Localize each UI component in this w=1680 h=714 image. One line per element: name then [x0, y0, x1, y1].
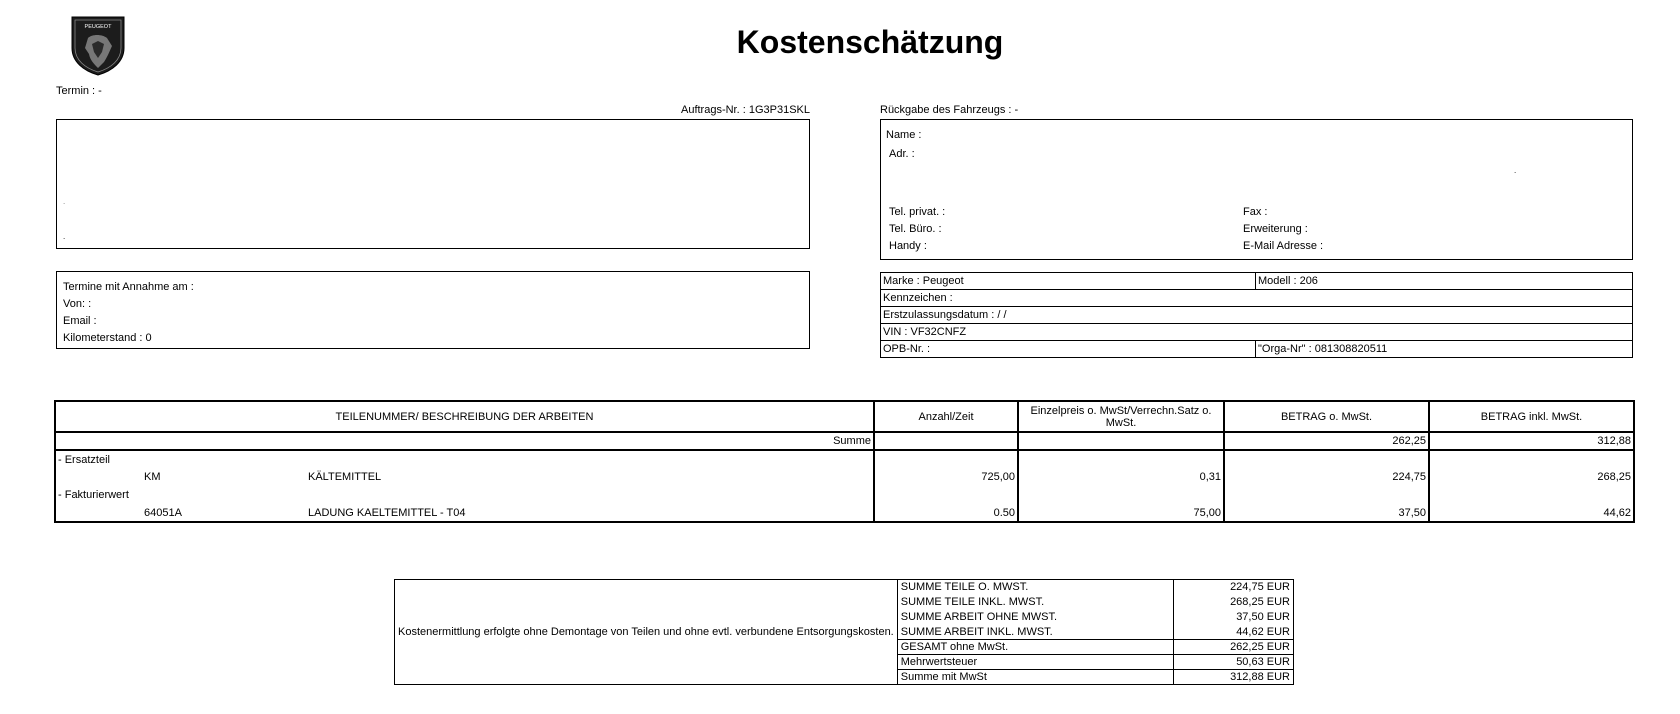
vehicle-brand: Marke : Peugeot: [881, 273, 1256, 290]
customer-mobile: Handy :: [889, 240, 927, 252]
table-row: [55, 468, 1634, 486]
group-label: - Ersatzteil: [58, 453, 110, 466]
group-row: [55, 450, 1634, 468]
vehicle-plate: Kennzeichen :: [881, 290, 1633, 307]
mileage: Kilometerstand : 0: [63, 332, 152, 344]
group-row: [55, 486, 1634, 504]
customer-address: Adr. :: [889, 148, 915, 160]
item-quantity: 0.50: [874, 504, 1018, 522]
totals-label: SUMME ARBEIT INKL. MWST.: [900, 625, 1053, 638]
totals-value: 312,88 EUR: [1174, 670, 1294, 685]
totals-value: 44,62 EUR: [1174, 625, 1294, 640]
item-unit-price: 0,31: [1018, 468, 1224, 486]
vehicle-opb: OPB-Nr. :: [881, 341, 1256, 358]
customer-tel-private: Tel. privat. :: [889, 206, 946, 218]
customer-fax: Fax :: [1243, 206, 1268, 218]
totals-label: SUMME TEILE INKL. MWST.: [900, 596, 1045, 608]
peugeot-logo: [68, 14, 128, 76]
vehicle-vin: VIN : VF32CNFZ: [881, 324, 1633, 341]
item-code: 64051A: [144, 506, 182, 519]
address-dot: .: [63, 197, 66, 206]
item-code: KM: [144, 471, 161, 483]
col-unit-price: Einzelpreis o. MwSt/Verrechn.Satz o. MwSt.: [1018, 401, 1224, 432]
item-quantity: 725,00: [874, 468, 1018, 486]
item-gross: 44,62: [1429, 504, 1634, 522]
customer-dot: .: [1514, 166, 1517, 175]
vehicle-table: [880, 272, 1633, 358]
appointment-from: Von: :: [63, 298, 92, 310]
vehicle-model: Modell : 206: [1256, 273, 1633, 290]
vehicle-first-registration: Erstzulassungsdatum : / /: [881, 307, 1633, 324]
vehicle-orga: "Orga-Nr" : 081308820511: [1256, 341, 1633, 358]
totals-value: 262,25 EUR: [1174, 640, 1294, 655]
address-box: [56, 119, 810, 249]
totals-value: 224,75 EUR: [1174, 580, 1294, 595]
customer-box: [880, 119, 1633, 260]
appointment-email: Email :: [63, 315, 97, 327]
item-unit-price: 75,00: [1018, 504, 1224, 522]
items-table: [54, 400, 1635, 523]
table-row: [55, 504, 1634, 522]
sum-label: Summe: [55, 432, 874, 450]
customer-name: Name :: [886, 129, 922, 141]
totals-label: GESAMT ohne MwSt.: [897, 640, 1173, 655]
col-description: TEILENUMMER/ BESCHREIBUNG DER ARBEITEN: [55, 401, 874, 432]
totals-label: SUMME ARBEIT OHNE MWST.: [900, 611, 1058, 623]
totals-value: 37,50 EUR: [1174, 610, 1294, 625]
item-net: 224,75: [1224, 468, 1429, 486]
order-number: Auftrags-Nr. : 1G3P31SKL: [680, 104, 810, 116]
totals-table: [394, 579, 1294, 685]
termin-text: Termin : -: [56, 85, 102, 97]
totals-label: Summe mit MwSt: [897, 670, 1173, 685]
item-description: KÄLTEMITTEL: [308, 471, 382, 483]
sum-net: 262,25: [1224, 432, 1429, 450]
customer-tel-office: Tel. Büro. :: [889, 223, 942, 235]
sum-row: [55, 432, 1634, 450]
items-table-header: [55, 401, 1634, 432]
appointment-box: [56, 271, 810, 349]
group-label: - Fakturierwert: [58, 489, 129, 501]
col-gross-amount: BETRAG inkl. MwSt.: [1429, 401, 1634, 432]
col-net-amount: BETRAG o. MwSt.: [1224, 401, 1429, 432]
page-title: Kostenschätzung: [736, 24, 1004, 60]
address-dot: .: [63, 232, 66, 241]
item-description: LADUNG KAELTEMITTEL - T04: [308, 506, 466, 519]
customer-extension: Erweiterung :: [1243, 223, 1308, 235]
sum-gross: 312,88: [1429, 432, 1634, 450]
col-quantity: Anzahl/Zeit: [874, 401, 1018, 432]
totals-note: Kostenermittlung erfolgte ohne Demontage von Teilen und ohne evtl. verbundene Entsorgungskosten.: [395, 580, 898, 685]
totals-label: Mehrwertsteuer: [897, 655, 1173, 670]
totals-value: 50,63 EUR: [1174, 655, 1294, 670]
customer-email: E-Mail Adresse :: [1243, 240, 1324, 252]
totals-label: SUMME TEILE O. MWST.: [900, 581, 1029, 594]
appointment-date: Termine mit Annahme am :: [63, 281, 194, 293]
item-net: 37,50: [1224, 504, 1429, 522]
item-gross: 268,25: [1429, 468, 1634, 486]
vehicle-return: Rückgabe des Fahrzeugs : -: [880, 104, 1019, 116]
totals-value: 268,25 EUR: [1174, 595, 1294, 610]
logo-wordmark: PEUGEOT: [84, 24, 112, 30]
